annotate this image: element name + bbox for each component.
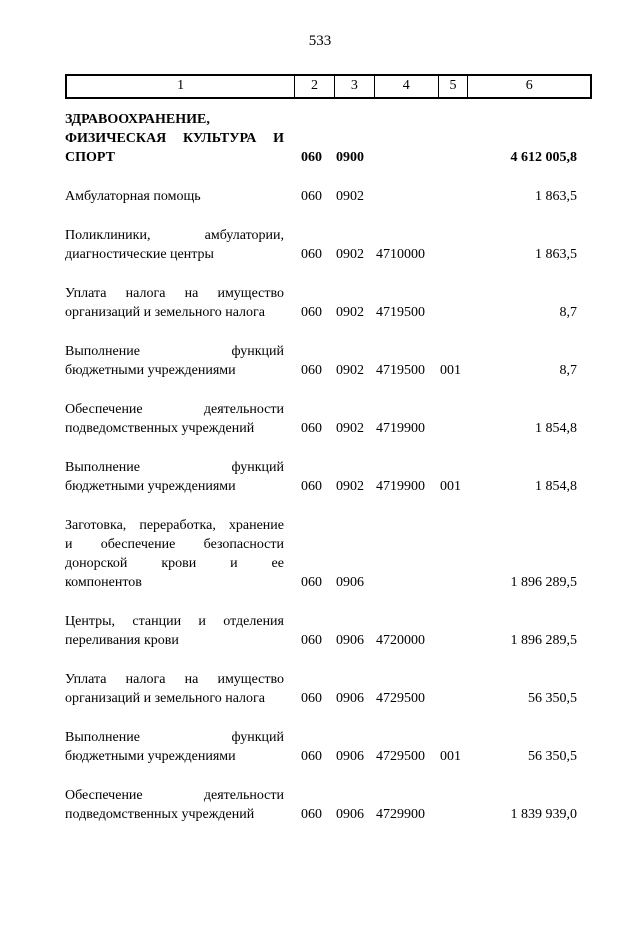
- row-code-item: 4729500: [376, 691, 425, 706]
- row-name: Выполнение функций бюджетными учреждениями: [65, 460, 284, 494]
- row-code-section: 0902: [336, 247, 364, 262]
- table-row: [65, 786, 592, 824]
- row-amount: 1 839 939,0: [510, 807, 577, 822]
- row-name: Амбулаторная помощь: [65, 189, 201, 204]
- row-code-section: 0906: [336, 575, 364, 590]
- row-name: Заготовка, переработка, хранение и обеспечение безопасности донорской крови и ее компонентов: [65, 518, 284, 590]
- table-row: [65, 516, 592, 592]
- document-page: [0, 33, 640, 824]
- row-code-item: 4729500: [376, 749, 425, 764]
- table-header-row: [65, 74, 592, 99]
- row-name: Выполнение функций бюджетными учреждениями: [65, 730, 284, 764]
- table-row: [65, 670, 592, 708]
- row-code-item: 4729900: [376, 807, 425, 822]
- row-code-chapter: 060: [301, 247, 322, 262]
- row-amount: 1 854,8: [535, 479, 577, 494]
- header-cell-4: 4: [375, 76, 439, 97]
- row-code-chapter: 060: [301, 150, 322, 165]
- row-code-chapter: 060: [301, 575, 322, 590]
- row-name: Выполнение функций бюджетными учреждениями: [65, 344, 284, 378]
- row-amount: 1 854,8: [535, 421, 577, 436]
- row-code-chapter: 060: [301, 305, 322, 320]
- table-row: [65, 284, 592, 322]
- page-number: 533: [308, 33, 332, 49]
- row-code-section: 0902: [336, 305, 364, 320]
- row-code-section: 0902: [336, 479, 364, 494]
- header-cell-6: 6: [525, 78, 533, 93]
- row-amount: 8,7: [559, 363, 577, 378]
- row-name: Обеспечение деятельности подведомственных учреждений: [65, 788, 284, 822]
- row-amount: 1 896 289,5: [510, 575, 577, 590]
- row-name: ЗДРАВООХРАНЕНИЕ, ФИЗИЧЕСКАЯ КУЛЬТУРА И СПОРТ: [65, 112, 284, 165]
- row-amount: 56 350,5: [528, 691, 577, 706]
- row-code-section: 0906: [336, 807, 364, 822]
- row-code-type: 001: [440, 749, 461, 764]
- table-row: [65, 400, 592, 438]
- row-code-chapter: 060: [301, 633, 322, 648]
- row-code-item: 4719500: [376, 363, 425, 378]
- row-code-section: 0900: [336, 150, 364, 165]
- table-row: [65, 458, 592, 496]
- row-code-chapter: 060: [301, 749, 322, 764]
- row-name: Центры, станции и отделения переливания крови: [65, 614, 284, 648]
- row-code-section: 0906: [336, 633, 364, 648]
- row-code-chapter: 060: [301, 807, 322, 822]
- table-row: [65, 110, 592, 167]
- row-amount: 1 863,5: [535, 189, 577, 204]
- row-code-type: 001: [440, 363, 461, 378]
- row-code-type: 001: [440, 479, 461, 494]
- header-cell-3: 3: [335, 76, 375, 97]
- row-code-section: 0902: [336, 363, 364, 378]
- row-code-section: 0906: [336, 749, 364, 764]
- budget-table: [65, 74, 592, 824]
- table-row: [65, 226, 592, 264]
- row-code-item: 4719900: [376, 421, 425, 436]
- row-amount: 1 896 289,5: [510, 633, 577, 648]
- header-cell-2: 2: [295, 76, 335, 97]
- row-code-item: 4720000: [376, 633, 425, 648]
- row-code-item: 4719900: [376, 479, 425, 494]
- row-code-section: 0902: [336, 421, 364, 436]
- row-name: Уплата налога на имущество организаций и земельного налога: [65, 672, 284, 706]
- row-amount: 1 863,5: [535, 247, 577, 262]
- row-code-section: 0906: [336, 691, 364, 706]
- header-cell-5: 5: [439, 76, 469, 97]
- row-name: Поликлиники, амбулатории, диагностические центры: [65, 228, 284, 262]
- header-cell-1: 1: [67, 76, 295, 97]
- row-amount: 56 350,5: [528, 749, 577, 764]
- row-name: Уплата налога на имущество организаций и земельного налога: [65, 286, 284, 320]
- row-code-item: 4719500: [376, 305, 425, 320]
- row-code-chapter: 060: [301, 479, 322, 494]
- row-code-chapter: 060: [301, 363, 322, 378]
- row-code-item: 4710000: [376, 247, 425, 262]
- row-name: Обеспечение деятельности подведомственных учреждений: [65, 402, 284, 436]
- table-row: [65, 342, 592, 380]
- row-code-chapter: 060: [301, 189, 322, 204]
- table-row: [65, 728, 592, 766]
- row-amount: 4 612 005,8: [510, 150, 577, 165]
- row-code-chapter: 060: [301, 691, 322, 706]
- table-row: [65, 187, 592, 206]
- table-row: [65, 612, 592, 650]
- row-code-chapter: 060: [301, 421, 322, 436]
- row-code-section: 0902: [336, 189, 364, 204]
- table-body: [65, 110, 592, 824]
- row-amount: 8,7: [559, 305, 577, 320]
